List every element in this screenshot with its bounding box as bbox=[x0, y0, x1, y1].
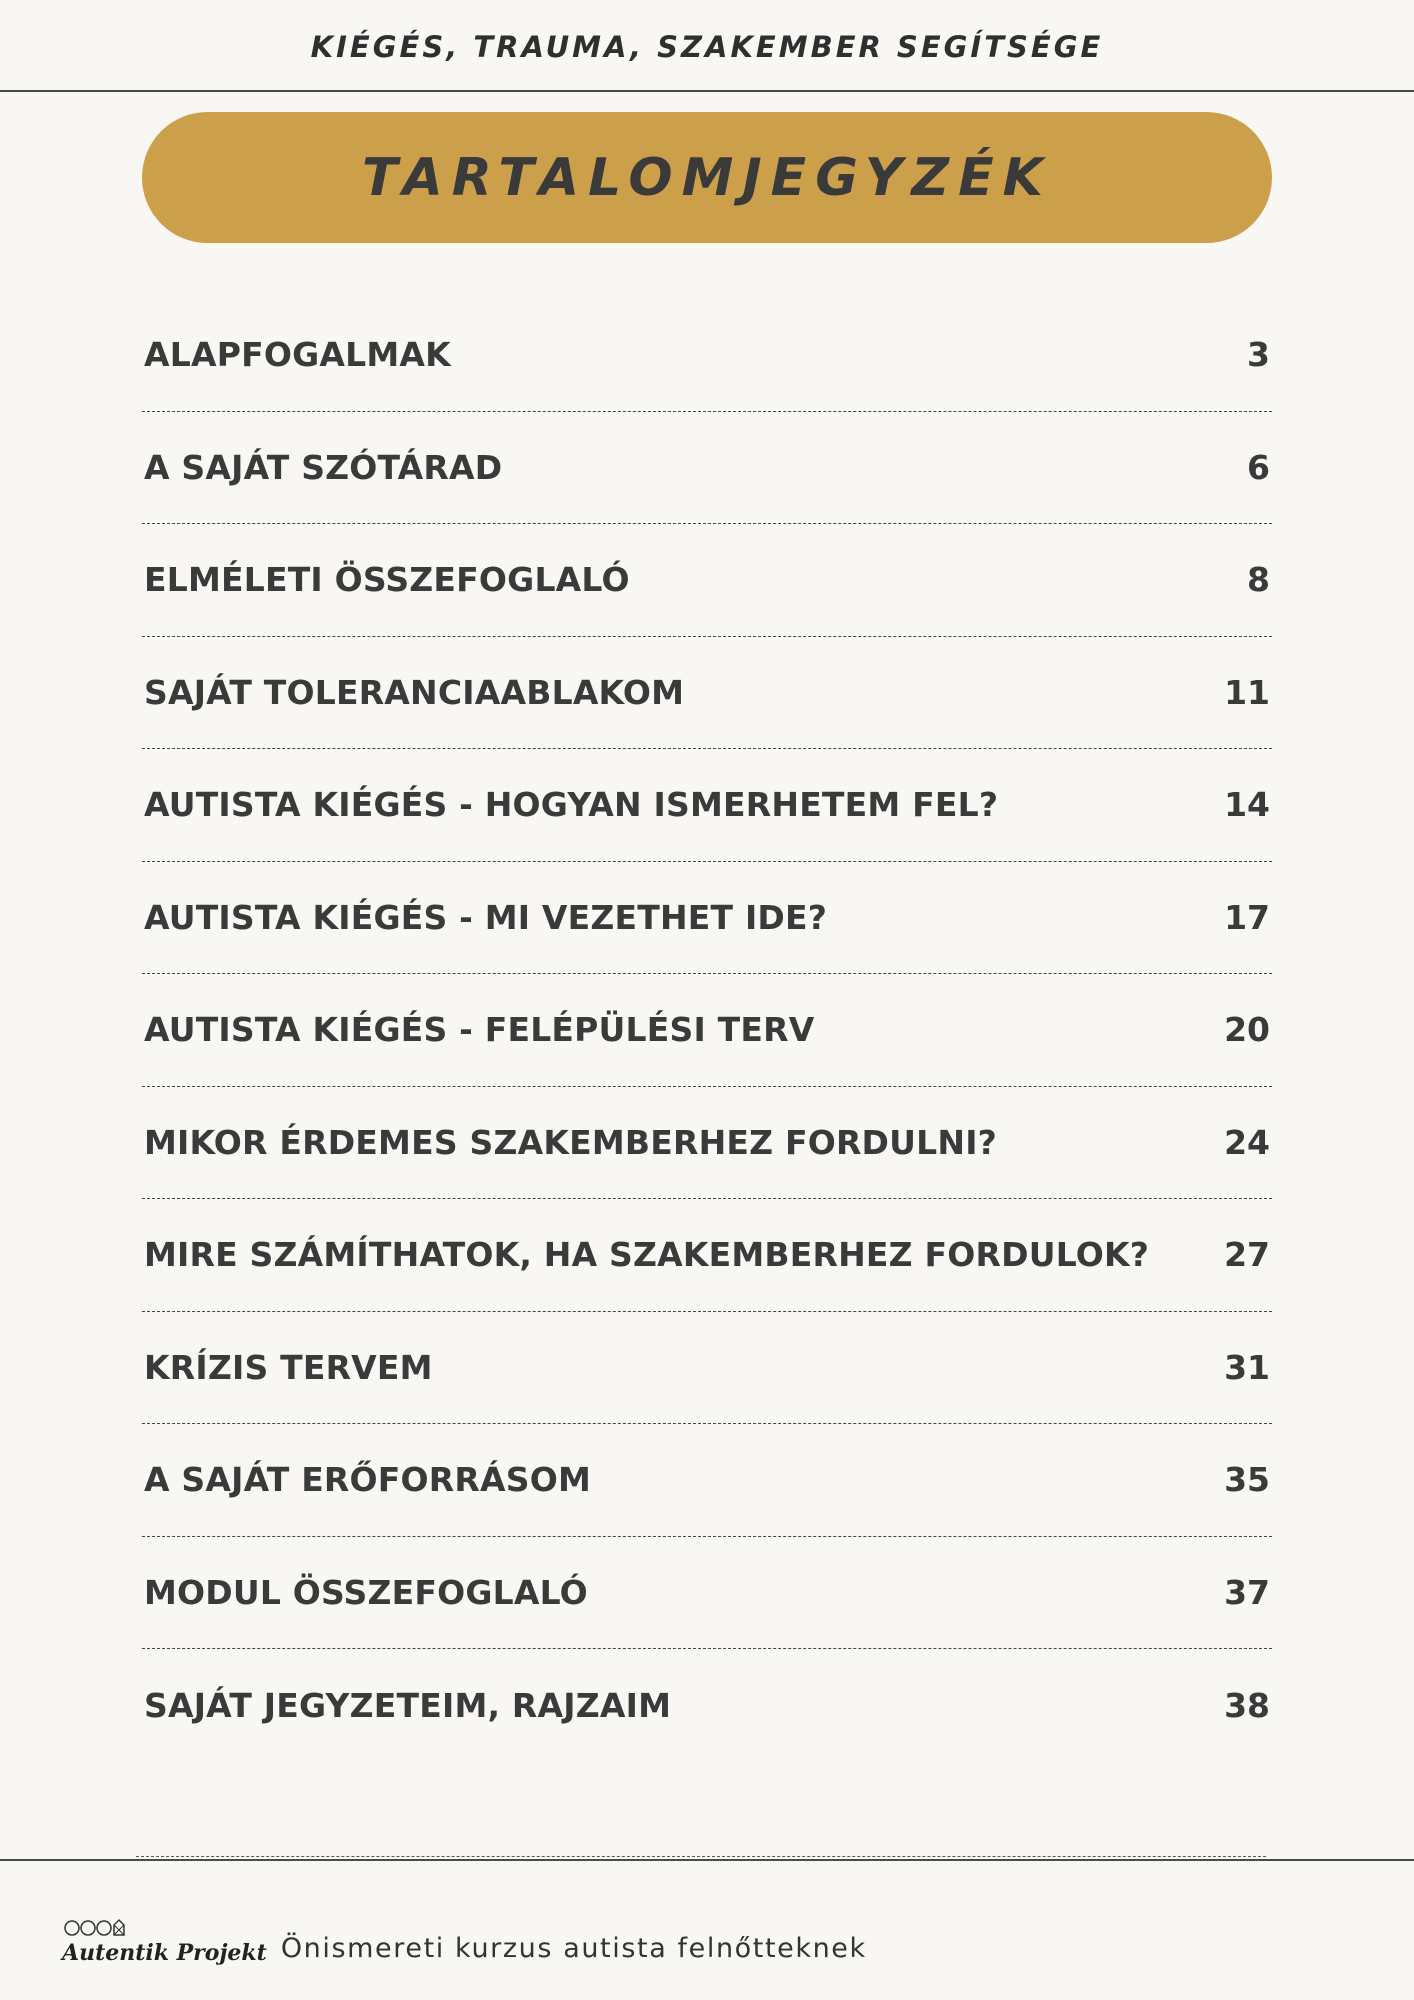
toc-entry-page: 8 bbox=[1247, 560, 1270, 600]
toc-entry-label: MODUL ÖSSZEFOGLALÓ bbox=[144, 1572, 588, 1612]
toc-entry-alapfogalmak[interactable] bbox=[142, 299, 1272, 412]
toc-entry-page: 37 bbox=[1224, 1572, 1270, 1612]
toc-entry-eroforrasom[interactable] bbox=[142, 1424, 1272, 1537]
toc-entry-label: AUTISTA KIÉGÉS - HOGYAN ISMERHETEM FEL? bbox=[144, 785, 999, 825]
toc-entry-jegyzeteim[interactable] bbox=[142, 1649, 1272, 1762]
toc-entry-label: AUTISTA KIÉGÉS - MI VEZETHET IDE? bbox=[144, 897, 828, 937]
toc-entry-kieges-felismeres[interactable] bbox=[142, 749, 1272, 862]
toc-entry-page: 20 bbox=[1224, 1010, 1270, 1050]
logo-circles-icon bbox=[62, 1916, 142, 1938]
toc-entry-toleranciaablakom[interactable] bbox=[142, 637, 1272, 750]
running-header-title: KIÉGÉS, TRAUMA, SZAKEMBER SEGÍTSÉGE bbox=[310, 30, 1104, 64]
toc-entry-label: A SAJÁT SZÓTÁRAD bbox=[144, 447, 503, 487]
toc-heading: TARTALOMJEGYZÉK bbox=[362, 147, 1052, 208]
toc-entry-page: 14 bbox=[1224, 785, 1270, 825]
toc-entry-mire-szamithatok[interactable] bbox=[142, 1199, 1272, 1312]
toc-list bbox=[142, 299, 1272, 1762]
toc-entry-label: ALAPFOGALMAK bbox=[144, 335, 451, 375]
footer-divider bbox=[0, 1859, 1414, 1861]
toc-entry-page: 6 bbox=[1247, 447, 1270, 487]
autentik-logo bbox=[62, 1916, 267, 1966]
header-divider bbox=[0, 90, 1414, 92]
toc-entry-sajat-szotarad[interactable] bbox=[142, 412, 1272, 525]
footer bbox=[62, 1906, 867, 1976]
toc-entry-kieges-okok[interactable] bbox=[142, 862, 1272, 975]
toc-entry-label: MIRE SZÁMÍTHATOK, HA SZAKEMBERHEZ FORDULOK? bbox=[144, 1235, 1150, 1275]
toc-entry-label: MIKOR ÉRDEMES SZAKEMBERHEZ FORDULNI? bbox=[144, 1122, 998, 1162]
toc-entry-felepulesi-terv[interactable] bbox=[142, 974, 1272, 1087]
toc-entry-page: 27 bbox=[1224, 1235, 1270, 1275]
toc-entry-label: KRÍZIS TERVEM bbox=[144, 1347, 433, 1387]
toc-entry-page: 11 bbox=[1224, 672, 1270, 712]
toc-entry-label: SAJÁT JEGYZETEIM, RAJZAIM bbox=[144, 1685, 672, 1725]
toc-entry-modul-osszefoglalo[interactable] bbox=[142, 1537, 1272, 1650]
toc-entry-page: 38 bbox=[1224, 1685, 1270, 1725]
toc-entry-elmeleti-osszefoglalo[interactable] bbox=[142, 524, 1272, 637]
footer-tagline: Önismereti kurzus autista felnőtteknek bbox=[280, 1932, 867, 1964]
logo-wordmark: Autentik Projekt bbox=[62, 1940, 267, 1966]
toc-entry-page: 24 bbox=[1224, 1122, 1270, 1162]
toc-entry-szakemberhez-fordulni[interactable] bbox=[142, 1087, 1272, 1200]
toc-entry-page: 31 bbox=[1224, 1347, 1270, 1387]
toc-entry-page: 35 bbox=[1224, 1460, 1270, 1500]
toc-entry-label: A SAJÁT ERŐFORRÁSOM bbox=[144, 1460, 592, 1500]
bottom-dashed-divider bbox=[136, 1856, 1266, 1857]
toc-entry-label: SAJÁT TOLERANCIAABLAKOM bbox=[144, 672, 685, 712]
toc-entry-krizis-tervem[interactable] bbox=[142, 1312, 1272, 1425]
toc-entry-label: AUTISTA KIÉGÉS - FELÉPÜLÉSI TERV bbox=[144, 1010, 815, 1050]
toc-entry-page: 3 bbox=[1247, 335, 1270, 375]
toc-entry-page: 17 bbox=[1224, 897, 1270, 937]
toc-heading-banner bbox=[142, 112, 1272, 243]
toc-entry-label: ELMÉLETI ÖSSZEFOGLALÓ bbox=[144, 560, 630, 600]
